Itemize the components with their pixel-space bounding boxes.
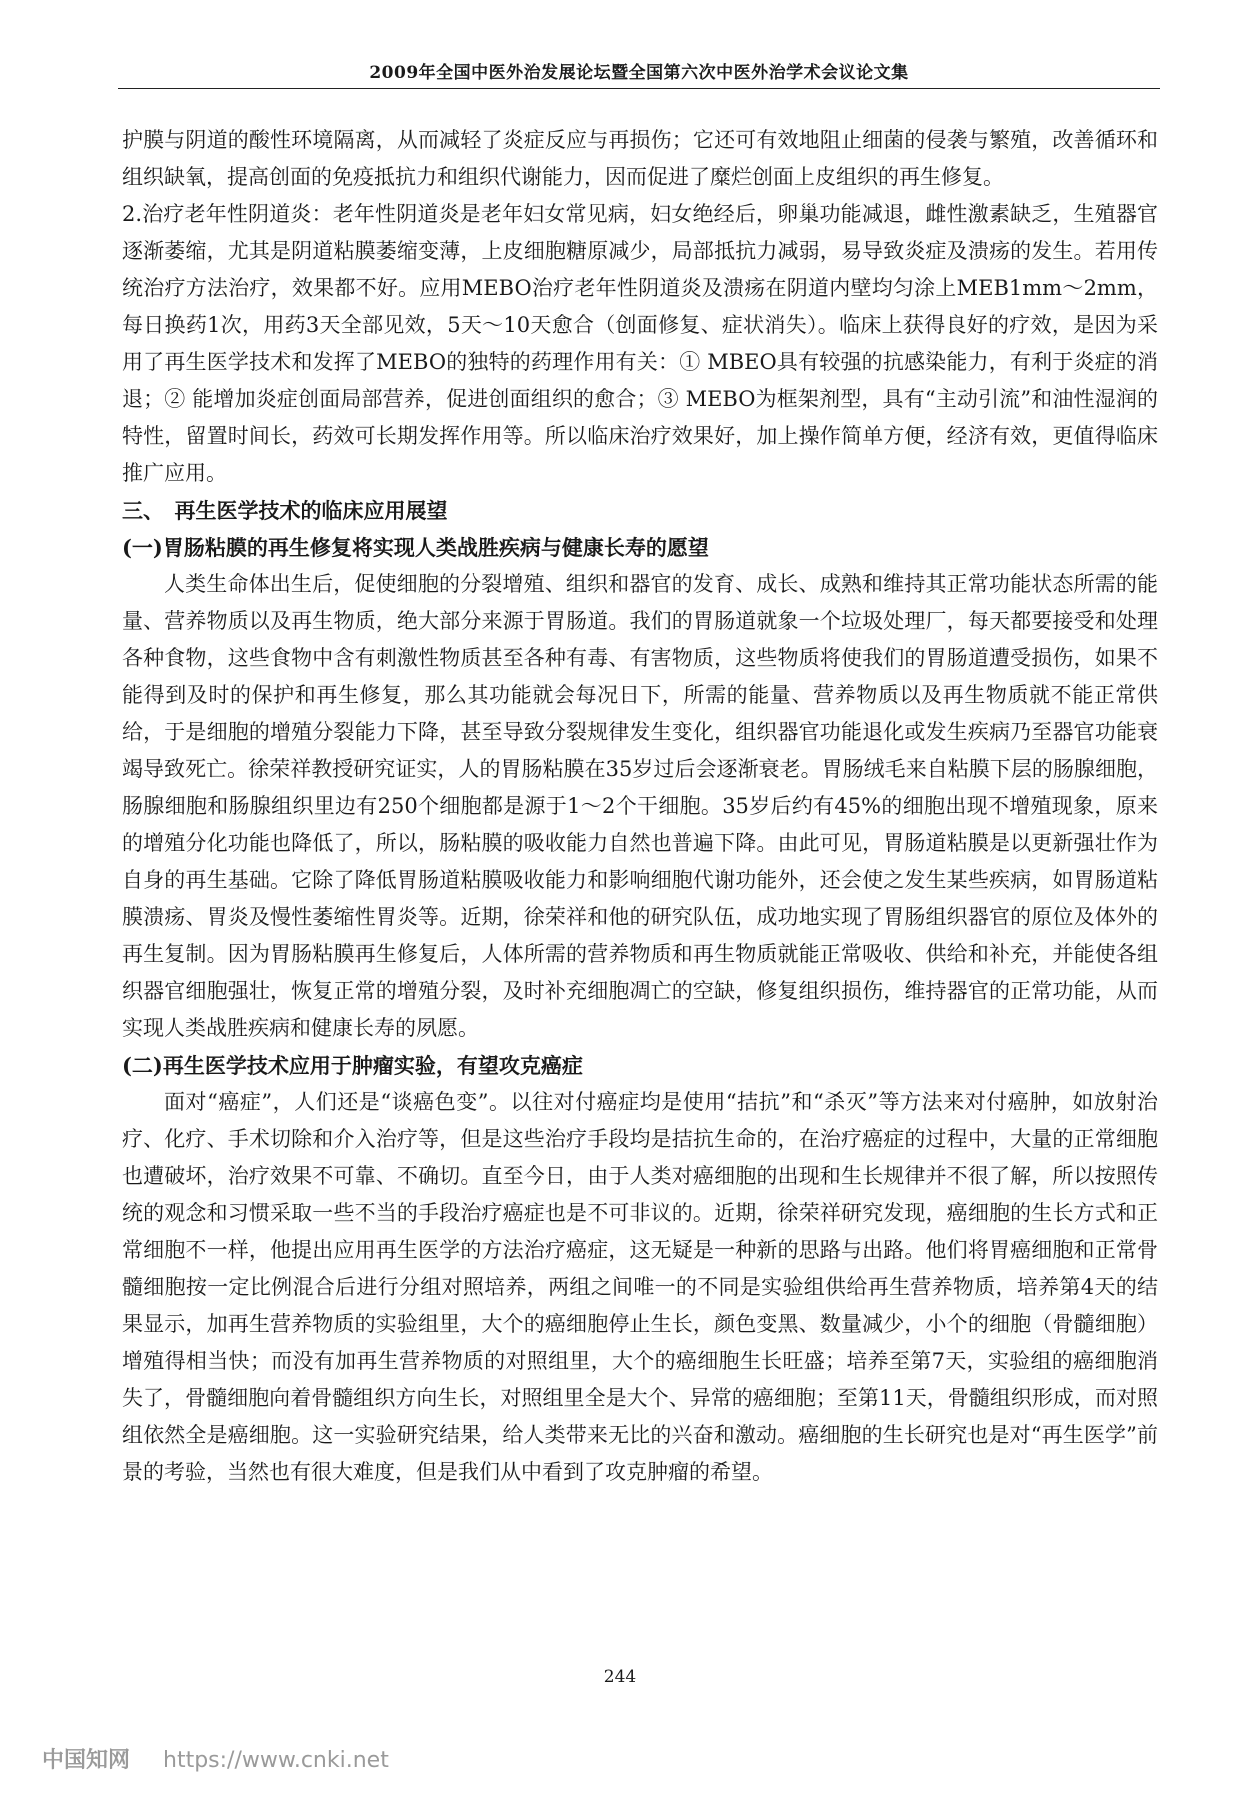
subsection-heading-tumor: (二)再生医学技术应用于肿瘤实验，有望攻克癌症 [122,1053,583,1078]
watermark-url: https://www.cnki.net [163,1748,389,1773]
paragraph-gi-mucosa: 人类生命体出生后，促使细胞的分裂增殖、组织和器官的发育、成长、成熟和维持其正常功能状态所需的能量、营养物质以及再生物质，绝大部分来源于胃肠道。我们的胃肠道就象一个垃圾处理厂，每天都要接受和处理各种食物，这些食物中含有刺激性物质甚至各种有毒、有害物质，这些物质将使我们的胃肠道遭受损伤，如果不能得到及时的保护和再生修复，那么其功能就会每况日下，所需的能量、营养物质以及再生物质就不能正常供给，于是细胞的增殖分裂能力下降，甚至导致分裂规律发生变化，组织器官功能退化或发生疾病乃至器官功能衰竭导致死亡。徐荣祥教授研究证实，人的胃肠粘膜在35岁过后会逐渐衰老。胃肠绒毛来自粘膜下层的肠腺细胞，肠腺细胞和肠腺组织里边有250个细胞都是源于1～2个干细胞。35岁后约有45%的细胞出现不增殖现象，原来的增殖分化功能也降低了，所以，肠粘膜的吸收能力自然也普遍下降。由此可见，胃肠道粘膜是以更新强壮作为自身的再生基础。它除了降低胃肠道粘膜吸收能力和影响细胞代谢功能外，还会使之发生某些疾病，如胃肠道粘膜溃疡、胃炎及慢性萎缩性胃炎等。近期，徐荣祥和他的研究队伍，成功地实现了胃肠组织器官的原位及体外的再生复制。因为胃肠粘膜再生修复后，人体所需的营养物质和再生物质就能正常吸收、供给和补充，并能使各组织器官细胞强壮，恢复正常的增殖分裂，及时补充细胞凋亡的空缺，修复组织损伤，维持器官的正常功能，从而实现人类战胜疾病和健康长寿的夙愿。 [122,572,1158,1040]
paragraph-continuation: 护膜与阴道的酸性环境隔离，从而减轻了炎症反应与再损伤；它还可有效地阻止细菌的侵袭与繁殖，改善循环和组织缺氧，提高创面的免疫抵抗力和组织代谢能力，因而促进了糜烂创面上皮组织的再生修复。 [122,128,1158,189]
body-text [122,122,1158,1491]
section-heading-outlook: 三、 再生医学技术的临床应用展望 [122,498,448,523]
page-number: 244 [603,1667,637,1687]
subsection-heading-gi-mucosa: (一)胃肠粘膜的再生修复将实现人类战胜疾病与健康长寿的愿望 [122,535,709,560]
running-header: 2009年全国中医外治发展论坛暨全国第六次中医外治学术会议论文集 [369,63,909,83]
paragraph-senile-vaginitis: 2.治疗老年性阴道炎：老年性阴道炎是老年妇女常见病，妇女绝经后，卵巢功能减退，雌性激素缺乏，生殖器官逐渐萎缩，尤其是阴道粘膜萎缩变薄，上皮细胞糖原减少，局部抵抗力减弱，易导致炎症及溃疡的发生。若用传统治疗方法治疗，效果都不好。应用MEBO治疗老年性阴道炎及溃疡在阴道内壁均匀涂上MEB1mm～2mm，每日换药1次，用药3天全部见效，5天～10天愈合（创面修复、症状消失）。临床上获得良好的疗效，是因为采用了再生医学技术和发挥了MEBO的独特的药理作用有关：① MBEO具有较强的抗感染能力，有利于炎症的消退；② 能增加炎症创面局部营养，促进创面组织的愈合；③ MEBO为框架剂型，具有“主动引流”和油性湿润的特性，留置时间长，药效可长期发挥作用等。所以临床治疗效果好，加上操作简单方便，经济有效，更值得临床推广应用。 [122,202,1158,485]
header-rule [118,88,1160,89]
watermark-brand: 中国知网 [42,1748,131,1773]
paragraph-tumor: 面对“癌症”，人们还是“谈癌色变”。以往对付癌症均是使用“拮抗”和“杀灭”等方法来对付癌肿，如放射治疗、化疗、手术切除和介入治疗等，但是这些治疗手段均是拮抗生命的，在治疗癌症的过程中，大量的正常细胞也遭破坏，治疗效果不可靠、不确切。直至今日，由于人类对癌细胞的出现和生长规律并不很了解，所以按照传统的观念和习惯采取一些不当的手段治疗癌症也是不可非议的。近期，徐荣祥研究发现，癌细胞的生长方式和正常细胞不一样，他提出应用再生医学的方法治疗癌症，这无疑是一种新的思路与出路。他们将胃癌细胞和正常骨髓细胞按一定比例混合后进行分组对照培养，两组之间唯一的不同是实验组供给再生营养物质，培养第4天的结果显示，加再生营养物质的实验组里，大个的癌细胞停止生长，颜色变黑、数量减少，小个的细胞（骨髓细胞）增殖得相当快；而没有加再生营养物质的对照组里，大个的癌细胞生长旺盛；培养至第7天，实验组的癌细胞消失了，骨髓细胞向着骨髓组织方向生长，对照组里全是大个、异常的癌细胞；至第11天，骨髓组织形成，而对照组依然全是癌细胞。这一实验研究结果，给人类带来无比的兴奋和激动。癌细胞的生长研究也是对“再生医学”前景的考验，当然也有很大难度，但是我们从中看到了攻克肿瘤的希望。 [122,1090,1158,1484]
cnki-watermark [42,1743,389,1774]
